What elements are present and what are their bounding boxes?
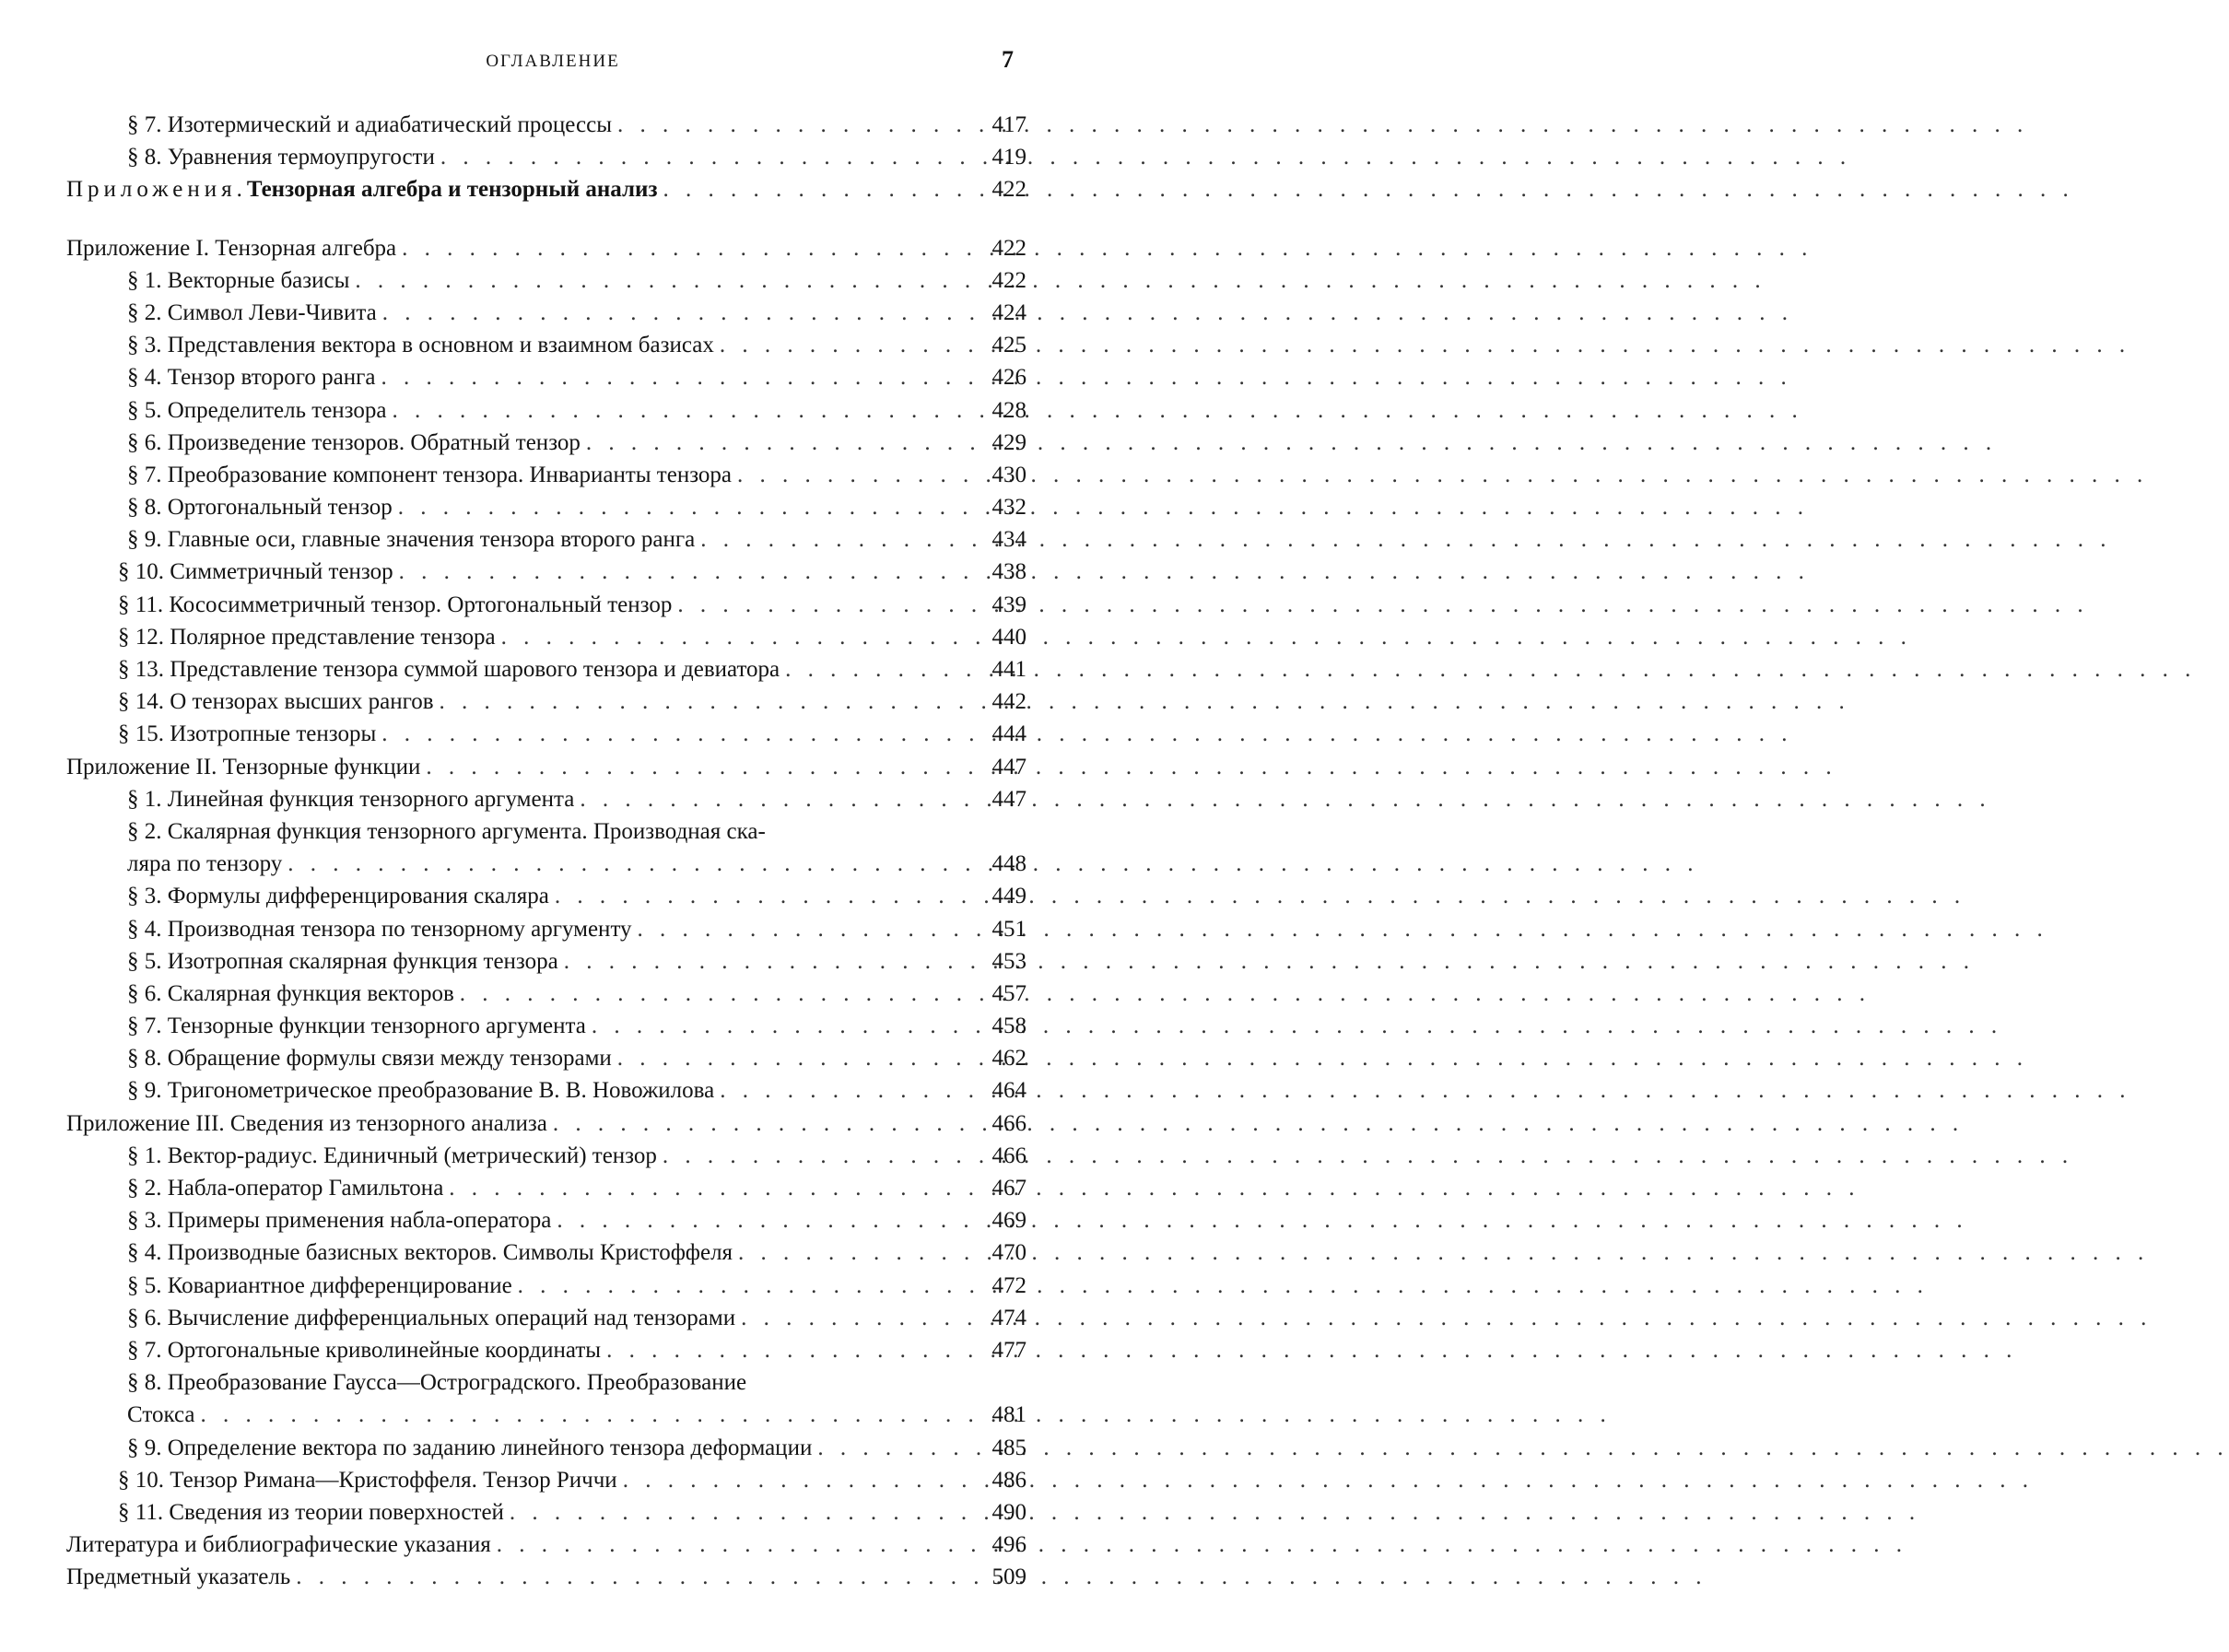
section-number: § 1. [127, 267, 168, 293]
section-number: § 13. [118, 657, 170, 682]
entry-title: Производные базисных векторов. Символы Кристоффеля [167, 1240, 733, 1266]
page-ref: 467 [991, 1176, 1027, 1201]
page-ref: 424 [991, 299, 1027, 325]
entry-title: Представление тензора суммой шарового тензора и девиатора [170, 657, 780, 682]
page-ref: 472 [991, 1272, 1027, 1298]
page-ref: 490 [991, 1499, 1027, 1525]
dot-leader [617, 1042, 2028, 1074]
toc-entry-text [127, 1270, 945, 1302]
toc-entry[interactable] [0, 685, 1106, 718]
dot-leader [720, 329, 2130, 361]
toc-entry-text [127, 945, 945, 978]
toc-entry[interactable] [0, 491, 1106, 523]
section-number: § 12. [118, 624, 170, 650]
toc-entry[interactable] [0, 1496, 1106, 1529]
section-number: § 14. [118, 689, 170, 715]
toc-entry[interactable] [0, 523, 1106, 556]
page-ref: 422 [991, 235, 1027, 261]
dot-leader [737, 459, 2148, 491]
dot-leader [200, 1399, 1611, 1431]
dot-leader [580, 783, 1990, 815]
toc-entry[interactable] [0, 751, 1106, 783]
toc-entry[interactable] [0, 783, 1106, 815]
toc-entry-text [127, 880, 945, 912]
toc-entry[interactable] [0, 653, 1106, 685]
entry-title: Векторные базисы [167, 267, 350, 293]
section-number: § 7. [127, 112, 168, 137]
toc-entry-text [127, 815, 945, 848]
entry-title: Изотропные тензоры [170, 721, 377, 747]
section-number: § 15. [118, 721, 170, 747]
toc-entry-text [127, 1204, 945, 1236]
toc-entry[interactable] [0, 109, 1106, 141]
entry-title: Представления вектора в основном и взаимном базисах [167, 333, 714, 358]
toc-entry[interactable] [0, 1529, 1106, 1561]
section-number: § 8. [127, 1046, 168, 1072]
dot-leader [460, 978, 1871, 1010]
table-of-contents [0, 109, 1106, 1593]
toc-entry[interactable] [0, 1042, 1106, 1074]
entry-title: Тензорная алгебра и тензорный анализ [246, 177, 658, 203]
section-number: § 3. [127, 1208, 168, 1234]
toc-entry[interactable] [0, 945, 1106, 978]
toc-entry-text [127, 1334, 945, 1366]
toc-entry[interactable] [0, 978, 1106, 1010]
toc-entry-text [127, 783, 945, 815]
page-ref: 430 [991, 462, 1027, 487]
toc-entry-text [66, 1561, 945, 1593]
section-number: § 1. [127, 1142, 168, 1168]
dot-leader [355, 264, 1766, 297]
toc-entry-continuation[interactable] [0, 1399, 1106, 1431]
entry-title: Скалярная функция векторов [167, 980, 454, 1006]
page-ref: 496 [991, 1532, 1027, 1558]
section-number: § 10. [118, 559, 170, 585]
toc-entry-text [118, 621, 945, 653]
page-ref: 447 [991, 786, 1027, 812]
page-ref: 469 [991, 1208, 1027, 1234]
toc-entry-text [127, 978, 945, 1010]
toc-entry[interactable] [0, 1236, 1106, 1269]
toc-entry[interactable] [0, 394, 1106, 427]
toc-entry[interactable] [0, 1172, 1106, 1204]
section-number: § 5. [127, 948, 168, 974]
page-ref: 486 [991, 1467, 1027, 1493]
entry-title: Приложение I. Тензорная алгебра [66, 235, 397, 261]
toc-entry[interactable] [0, 913, 1106, 945]
section-number: § 9. [127, 1435, 168, 1460]
section-number: § 2. [127, 299, 168, 325]
dot-leader [426, 751, 1836, 783]
section-number: § 11. [118, 592, 170, 617]
page-ref: 438 [991, 559, 1027, 585]
toc-entry-text [127, 459, 945, 491]
toc-entry-text [118, 1464, 945, 1496]
section-number: § 2. [127, 1176, 168, 1201]
page-ref: 440 [991, 624, 1027, 650]
entry-title: Определение вектора по заданию линейного тензора деформации [167, 1435, 813, 1460]
page-ref: 419 [991, 145, 1027, 170]
toc-entry-text [127, 394, 945, 427]
entry-title: Изотропная скалярная функция тензора [167, 948, 558, 974]
section-number: § 3. [127, 333, 168, 358]
toc-entry-text [66, 232, 945, 264]
section-number: § 6. [127, 429, 168, 455]
page-ref: 451 [991, 916, 1027, 942]
dot-leader [720, 1074, 2130, 1107]
toc-entry[interactable] [0, 1302, 1106, 1334]
toc-entry-text [127, 1172, 945, 1204]
page-ref: 432 [991, 495, 1027, 521]
section-number: § 7. [127, 462, 168, 487]
toc-entry-text [127, 1010, 945, 1042]
toc-entry-text [127, 848, 945, 880]
toc-entry[interactable] [0, 329, 1106, 361]
section-number: § 7. [127, 1013, 168, 1039]
dot-leader [382, 297, 1793, 329]
entry-title: Предметный указатель [66, 1564, 291, 1590]
section-number: § 3. [127, 884, 168, 909]
toc-entry-text [127, 297, 945, 329]
entry-title: Обращение формулы связи между тензорами [167, 1046, 612, 1072]
toc-entry-text [127, 1042, 945, 1074]
section-number: § 9. [127, 1078, 168, 1104]
section-number: § 6. [127, 980, 168, 1006]
toc-entry[interactable] [0, 880, 1106, 912]
page-ref: 453 [991, 948, 1027, 974]
dot-leader [564, 945, 1975, 978]
entry-title: Произведение тензоров. Обратный тензор [167, 429, 581, 455]
dot-leader [555, 880, 1965, 912]
entry-title: Линейная функция тензорного аргумента [167, 786, 575, 812]
dot-leader [402, 232, 1813, 264]
toc-entry[interactable] [0, 718, 1106, 750]
toc-entry-text [127, 264, 945, 297]
page-ref: 422 [991, 177, 1027, 203]
toc-entry-text [118, 718, 945, 750]
toc-entry-text [127, 329, 945, 361]
toc-entry[interactable] [0, 1334, 1106, 1366]
entry-title: Сведения из теории поверхностей [169, 1499, 504, 1525]
section-number: § 10. [118, 1467, 170, 1493]
dot-leader [440, 141, 1851, 173]
toc-entry-text [127, 1399, 945, 1431]
page-ref: 434 [991, 527, 1027, 553]
entry-title: Приложение II. Тензорные функции [66, 754, 421, 779]
entry-title: Приложение III. Сведения из тензорного анализа [66, 1110, 547, 1136]
toc-entry[interactable] [0, 556, 1106, 588]
section-number: § 2. [127, 818, 168, 844]
dot-leader [399, 556, 1810, 588]
page-ref: 466 [991, 1142, 1027, 1168]
page-ref: 417 [991, 112, 1027, 137]
entry-title: Производная тензора по тензорному аргументу [167, 916, 632, 942]
appendix-label: Приложения. [66, 177, 247, 203]
toc-entry[interactable] [0, 1270, 1106, 1302]
toc-entry[interactable] [0, 1432, 1106, 1464]
page-ref: 458 [991, 1013, 1027, 1039]
entry-title: Примеры применения набла-оператора [167, 1208, 552, 1234]
page-ref: 462 [991, 1046, 1027, 1072]
toc-entry-text [127, 1366, 945, 1399]
section-number: § 8. [127, 145, 168, 170]
page-ref: 466 [991, 1110, 1027, 1136]
entry-title: Преобразование компонент тензора. Инварианты тензора [167, 462, 733, 487]
section-number: § 8. [127, 1370, 168, 1396]
page-ref: 457 [991, 980, 1027, 1006]
entry-title: Скалярная функция тензорного аргумента. Производная ска- [167, 818, 766, 844]
entry-title: Симметричный тензор [170, 559, 393, 585]
section-number: § 9. [127, 527, 168, 553]
toc-entry[interactable] [0, 232, 1106, 264]
page-ref: 509 [991, 1564, 1027, 1590]
toc-entry[interactable] [0, 1464, 1106, 1496]
toc-entry[interactable] [0, 459, 1106, 491]
toc-entry[interactable] [0, 264, 1106, 297]
toc-entry-text [127, 361, 945, 393]
toc-entry-text [118, 589, 945, 621]
dot-leader [449, 1172, 1859, 1204]
page-ref: 444 [991, 721, 1027, 747]
dot-leader [497, 1529, 1907, 1561]
dot-leader [501, 621, 1912, 653]
toc-entry[interactable] [0, 815, 1106, 848]
toc-entry[interactable] [0, 1366, 1106, 1399]
entry-title-continued: ляра по тензору [127, 851, 283, 877]
toc-entry-text [127, 1302, 945, 1334]
entry-title: Определитель тензора [167, 397, 387, 423]
page-ref: 477 [991, 1337, 1027, 1363]
entry-title: Ковариантное дифференцирование [167, 1272, 512, 1298]
entry-title: Главные оси, главные значения тензора второго ранга [167, 527, 696, 553]
page-ref: 441 [991, 657, 1027, 682]
toc-entry-text [127, 1236, 945, 1269]
page-number: 7 [1002, 46, 1014, 73]
toc-entry[interactable] [0, 1074, 1106, 1107]
entry-title: Тензорные функции тензорного аргумента [167, 1013, 586, 1039]
toc-entry[interactable] [0, 1561, 1106, 1593]
toc-entry[interactable] [0, 173, 1106, 205]
toc-entry[interactable] [0, 297, 1106, 329]
running-title: ОГЛАВЛЕНИЕ [486, 52, 620, 71]
toc-entry-text [66, 173, 945, 205]
dot-leader [663, 1140, 2073, 1172]
toc-entry-continuation[interactable] [0, 848, 1106, 880]
entry-title: Полярное представление тензора [170, 624, 496, 650]
dot-leader [592, 1010, 2002, 1042]
toc-entry-text [127, 109, 945, 141]
toc-entry-text [118, 653, 945, 685]
toc-entry[interactable] [0, 1204, 1106, 1236]
page-ref: 442 [991, 689, 1027, 715]
toc-entry[interactable] [0, 589, 1106, 621]
toc-entry-text [66, 1529, 945, 1561]
toc-entry-text [127, 427, 945, 459]
entry-title: Уравнения термоупругости [167, 145, 435, 170]
section-number: § 1. [127, 786, 168, 812]
page-ref: 448 [991, 851, 1027, 877]
dot-leader [398, 491, 1809, 523]
entry-title: Вектор-радиус. Единичный (метрический) тензор [167, 1142, 657, 1168]
toc-entry-text [127, 141, 945, 173]
dot-leader [510, 1496, 1920, 1529]
entry-title: Ортогональный тензор [167, 495, 393, 521]
section-number: § 5. [127, 1272, 168, 1298]
dot-leader [606, 1334, 2017, 1366]
page-ref: 439 [991, 592, 1027, 617]
dot-leader [393, 394, 1803, 427]
dot-leader [381, 361, 1792, 393]
entry-title: Кососимметричный тензор. Ортогональный тензор [169, 592, 673, 617]
dot-leader [617, 109, 2028, 141]
page-ref: 449 [991, 884, 1027, 909]
dot-leader [817, 1432, 2228, 1464]
section-number: § 8. [127, 495, 168, 521]
toc-entry[interactable] [0, 361, 1106, 393]
toc-entry[interactable] [0, 1140, 1106, 1172]
entry-title: Символ Леви-Чивита [167, 299, 377, 325]
page-ref: 429 [991, 429, 1027, 455]
dot-leader [741, 1302, 2152, 1334]
toc-entry-text [127, 1074, 945, 1107]
dot-leader [663, 173, 2074, 205]
dot-leader [738, 1236, 2149, 1269]
page-ref: 425 [991, 333, 1027, 358]
toc-entry[interactable] [0, 427, 1106, 459]
page-ref: 447 [991, 754, 1027, 779]
page-ref: 428 [991, 397, 1027, 423]
dot-leader [381, 718, 1792, 750]
toc-entry-text [118, 685, 945, 718]
toc-entry-text [66, 751, 945, 783]
entry-title: Преобразование Гаусса—Остроградского. Преобразование [167, 1370, 747, 1396]
book-page [0, 0, 1106, 1652]
entry-title: Вычисление дифференциальных операций над тензорами [167, 1305, 736, 1330]
toc-entry[interactable] [0, 1010, 1106, 1042]
entry-title: Изотермический и адиабатический процессы [167, 112, 612, 137]
entry-title: Литература и библиографические указания [66, 1532, 491, 1558]
toc-entry-text [127, 1140, 945, 1172]
page-ref: 481 [991, 1402, 1027, 1428]
section-number: § 7. [127, 1337, 168, 1363]
entry-title-continued: Стокса [127, 1402, 195, 1428]
toc-entry-text [127, 913, 945, 945]
entry-title: Формулы дифференцирования скаляра [167, 884, 549, 909]
entry-title: Ортогональные криволинейные координаты [167, 1337, 602, 1363]
toc-entry-text [127, 491, 945, 523]
section-number: § 11. [118, 1499, 170, 1525]
page-ref: 474 [991, 1305, 1027, 1330]
toc-entry-text [118, 1496, 945, 1529]
section-number: § 6. [127, 1305, 168, 1330]
toc-entry-text [127, 1432, 945, 1464]
toc-entry-text [66, 1107, 945, 1140]
section-number: § 4. [127, 365, 168, 391]
entry-title: Тригонометрическое преобразование В. В. Новожилова [167, 1078, 715, 1104]
page-ref: 464 [991, 1078, 1027, 1104]
toc-entry-text [118, 556, 945, 588]
dot-leader [638, 913, 2048, 945]
dot-leader [677, 589, 2088, 621]
dot-leader [518, 1270, 1929, 1302]
page-ref: 470 [991, 1240, 1027, 1266]
section-number: § 5. [127, 397, 168, 423]
toc-entry-text [127, 523, 945, 556]
dot-leader [440, 685, 1850, 718]
page-ref: 426 [991, 365, 1027, 391]
running-header [0, 46, 1106, 79]
section-number: § 4. [127, 1240, 168, 1266]
page-ref: 422 [991, 267, 1027, 293]
dot-leader [557, 1204, 1967, 1236]
dot-leader [700, 523, 2111, 556]
toc-entry[interactable] [0, 1107, 1106, 1140]
dot-leader [553, 1107, 1964, 1140]
entry-title: Тензор Римана—Кристоффеля. Тензор Риччи [170, 1467, 617, 1493]
entry-title: Тензор второго ранга [167, 365, 376, 391]
toc-entry[interactable] [0, 141, 1106, 173]
dot-leader [586, 427, 1997, 459]
entry-title: О тензорах высших рангов [170, 689, 434, 715]
section-number: § 4. [127, 916, 168, 942]
entry-title: Набла-оператор Гамильтона [167, 1176, 444, 1201]
dot-leader [623, 1464, 2034, 1496]
page-ref: 485 [991, 1435, 1027, 1460]
toc-entry[interactable] [0, 621, 1106, 653]
